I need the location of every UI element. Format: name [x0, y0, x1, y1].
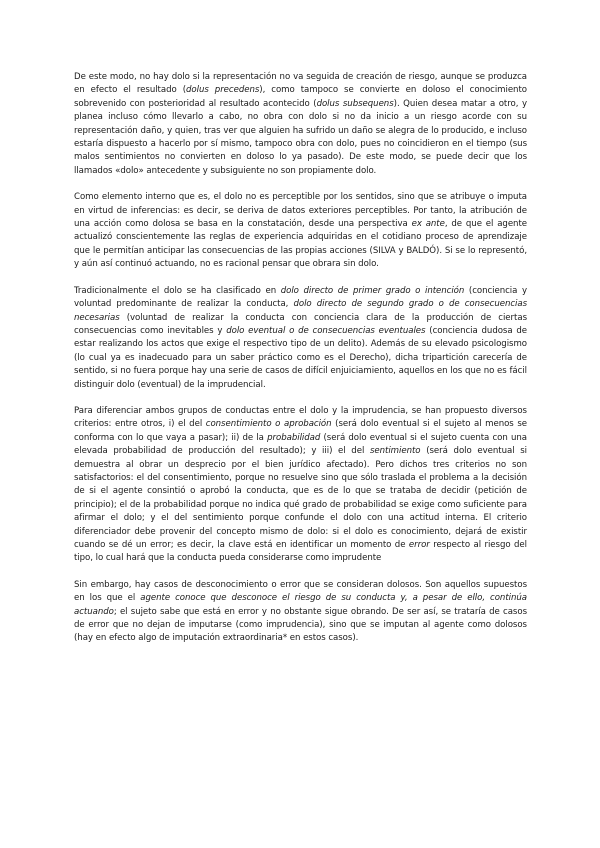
paragraph-error-doloso	[74, 579, 527, 646]
text-run: (voluntad de realizar la conducta con conciencia clara de la producción de ciertas consecuencias como inevitables y	[74, 312, 527, 336]
text-run: ). Quien desea matar a otro, y planea incluso cómo llevarlo a cabo, no obra con dolo si no da inicio a un riesgo acorde con su representación daño, y quien, tras ver que alguien ha sufrido un daño se alegra de lo producido, e incluso estaría dispuesto a hacerlo por sí mismo, tampoco obra con dolo, pues no coincidieron en el tiempo (sus malos sentimientos no convierten en doloso lo ya pasado). De este modo, se puede decir que los llamados «dolo» antecedente y subsiguiente no son propiamente dolo.	[74, 98, 527, 176]
text-run: (será dolo eventual si demuestra al obrar un desprecio por el bien jurídico afectado). Pero dichos tres criterios no son satisfactorios: el del consentimiento, porque no resuelve sino que sólo traslada el problema a la decisión de si el agente consintió o aprobó la conducta, que es de lo que se trataba de decidir (petición de principio); el de la probabilidad porque no indica qué grado de probabilidad se exige como suficiente para afirmar el dolo; y el del sentimiento porque confunde el dolo con una actitud interna. El criterio diferenciador debe provenir del concepto mismo de dolo: si el dolo es conocimiento, dejará de existir cuando se dé un error; es decir, la clave está en identificar un momento de	[74, 446, 527, 550]
text-run: respecto al riesgo del tipo, lo cual hará que la conducta pueda considerarse como imprudente	[74, 540, 527, 564]
italic-term: consentimiento o aprobación	[205, 419, 332, 430]
text-run: (conciencia dudosa de estar realizando los actos que exige el respectivo tipo de un delito). Además de su elevado psicologismo (lo cual ya es inadecuado para un saber práctico como es el Derecho), dicha tripartición carecería de sentido, si no fuera porque hay una serie de casos de difícil enjuiciamiento, aquellos en los que no es fácil distinguir dolo (eventual) de la imprudencial.	[74, 325, 528, 390]
italic-term: ex ante	[411, 219, 445, 230]
paragraph-elemento-interno	[74, 191, 527, 271]
text-run: Tradicionalmente el dolo se ha clasificado en	[74, 285, 281, 296]
text-run: Como elemento interno que es, el dolo no es perceptible por los sentidos, sino que se atribuye o imputa en virtud de inferencias: es decir, se deriva de datos exteriores perceptibles. Por tanto, la atribución de una acción como dolosa se basa en la constatación, desde una perspectiva	[74, 192, 527, 230]
italic-term: probabilidad	[267, 432, 321, 443]
text-run: , de que el agente actualizó conscientemente las reglas de experiencia adquiridas en el cotidiano proceso de aprendizaje que le permitían anticipar las consecuencias de las propias acciones (SILVA y BALDÓ). Si se lo representó, y aún así continuó actuando, no es racional pensar que obrara sin dolo.	[74, 219, 528, 270]
italic-term: dolo directo de segundo grado o de consecuencias necesarias	[74, 299, 527, 323]
italic-term: dolo eventual o de consecuencias eventuales	[226, 325, 426, 336]
text-run: Sin embargo, hay casos de desconocimiento o error que se consideran dolosos. Son aquellos supuestos en los que el	[74, 579, 527, 604]
paragraph-dolus-precedens	[74, 71, 527, 178]
text-run: Para diferenciar ambos grupos de conductas entre el dolo y la imprudencia, se han propuesto diversos criterios: entre otros, i) el del	[74, 405, 527, 430]
text-run: De este modo, no hay dolo si la representación no va seguida de creación de riesgo, aunque se produzca en efecto el resultado (	[74, 72, 527, 96]
italic-term: sentimiento	[369, 446, 421, 457]
text-run: (será dolo eventual si el sujeto al menos se conforma con lo que vaya a pasar); ii) de la	[74, 419, 527, 443]
italic-term: dolus subsequens	[316, 98, 394, 109]
paragraph-criterios-diferenciacion	[74, 405, 527, 566]
italic-term: dolo directo de primer grado o intención	[280, 285, 465, 296]
document-body	[74, 71, 527, 659]
paragraph-clasificacion-dolo	[74, 285, 527, 392]
italic-term: dolus precedens	[186, 85, 260, 96]
italic-term: agente conoce que desconoce el riesgo de su conducta y, a pesar de ello, continúa actuando	[74, 593, 527, 617]
text-run: ; el sujeto sabe que está en error y no obstante sigue obrando. De ser así, se trataría de casos de error que no dejan de imputarse (como imprudencia), sino que se imputan al agente como dolosos (hay en efecto algo de imputación extraordinaria* en estos casos).	[74, 606, 527, 644]
text-run: (conciencia y voluntad predominante de realizar la conducta,	[74, 285, 527, 310]
italic-term: error	[408, 540, 430, 550]
text-run: (será dolo eventual si el sujeto cuenta con una elevada probabilidad de producción del resultado); y iii) el del	[74, 432, 527, 457]
text-run: ), como tampoco se convierte en doloso el conocimiento sobrevenido con posterioridad al resultado acontecido (	[74, 85, 527, 109]
